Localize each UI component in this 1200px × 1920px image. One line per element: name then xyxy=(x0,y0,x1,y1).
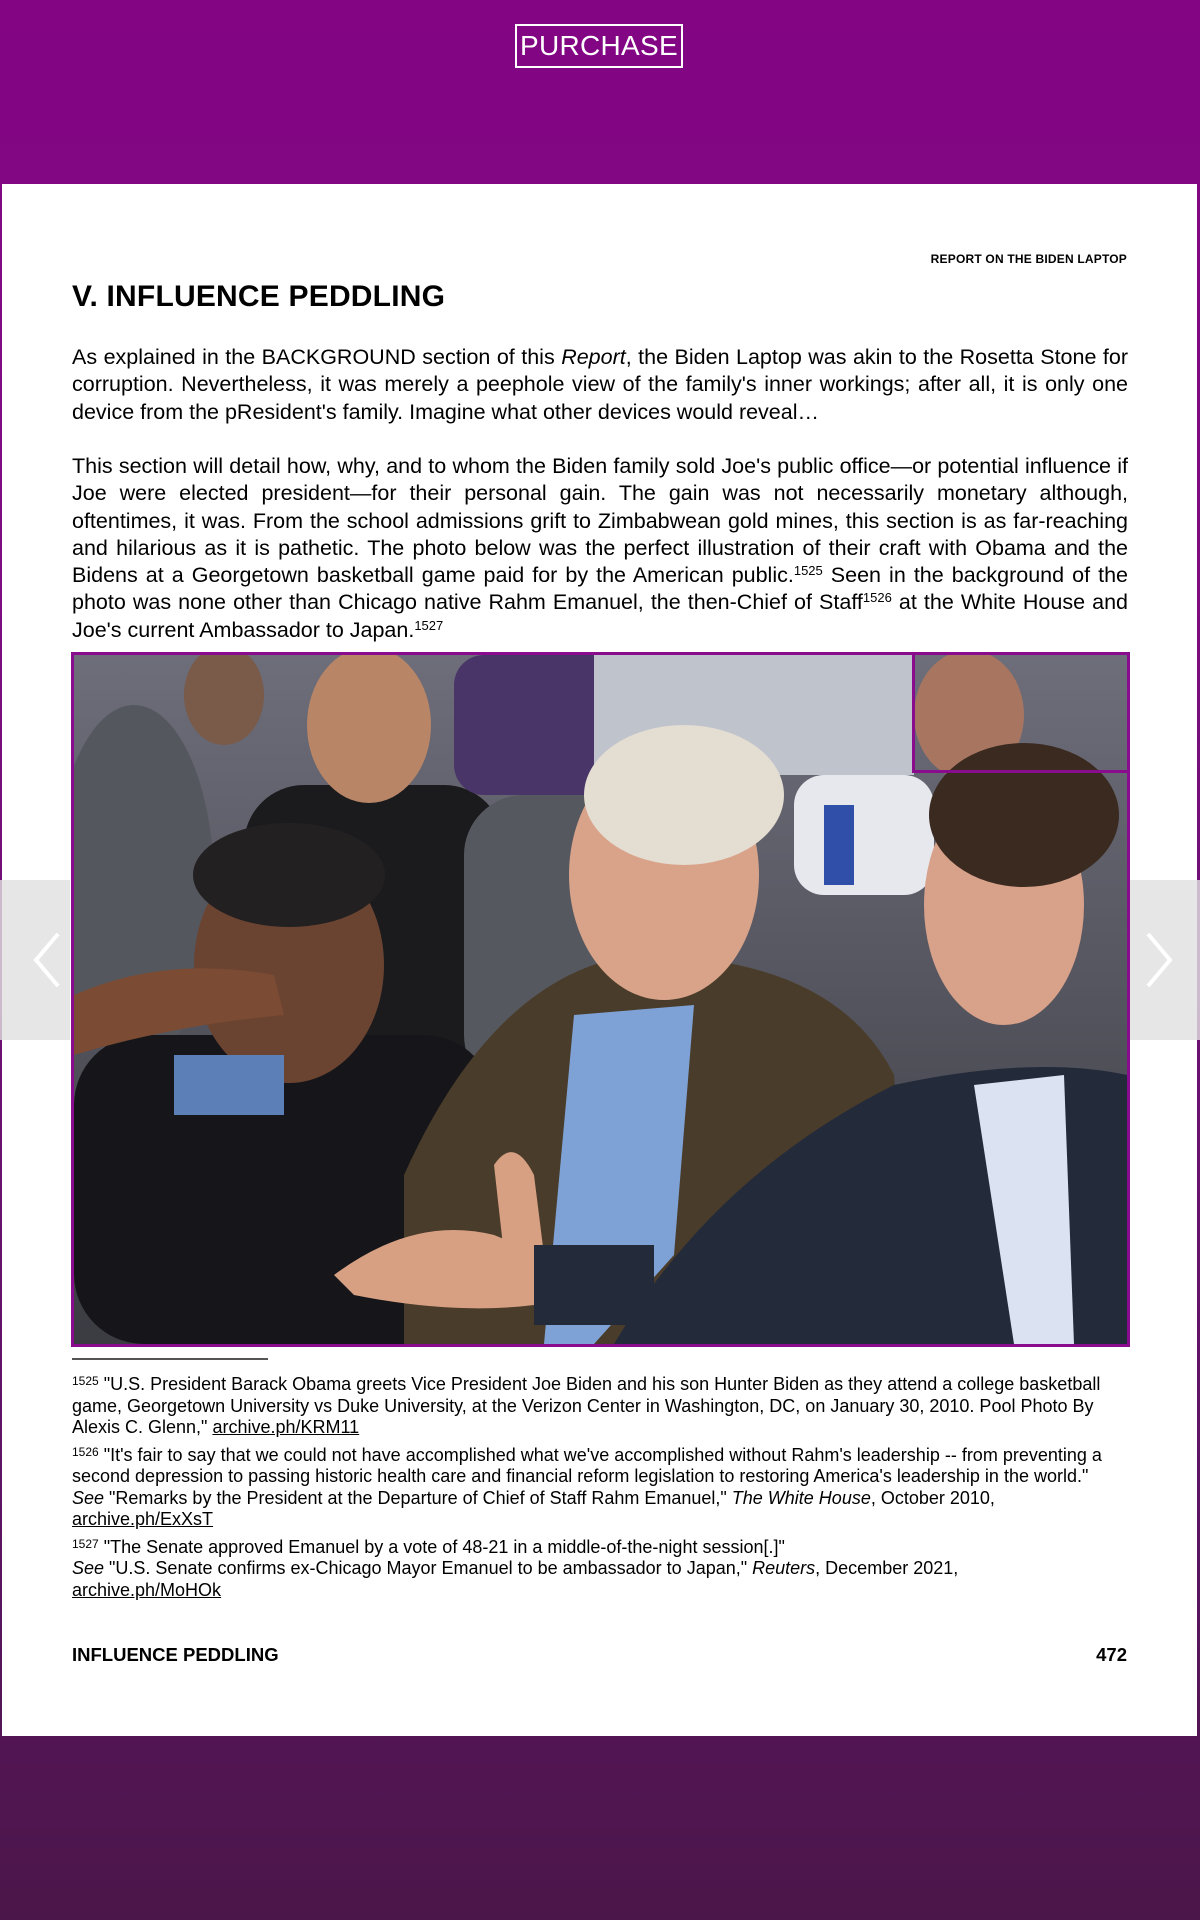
document-page xyxy=(2,184,1197,1736)
next-page-button[interactable] xyxy=(1130,880,1200,1040)
page-number: 472 xyxy=(1096,1644,1127,1665)
footnote-number: 1527 xyxy=(72,1536,99,1551)
footnote-source: "U.S. Senate confirms ex-Chicago Mayor Emanuel to be ambassador to Japan," xyxy=(104,1558,753,1578)
paragraph-1-text-b: , the Biden Laptop was akin to the Rosetta Stone for corruption. Nevertheless, it was merely a peephole view of the family's inner workings; after all, it is only one device from the pResident's family. Imagine what other devices would reveal… xyxy=(72,345,1128,424)
footnote-link-exxst[interactable]: archive.ph/ExXsT xyxy=(72,1509,214,1529)
footnote-link-mohok[interactable]: archive.ph/MoHOk xyxy=(72,1579,222,1600)
footnotes xyxy=(72,1374,1132,1607)
body-paragraph-1 xyxy=(72,344,1128,426)
footnote-date: , December 2021, xyxy=(815,1558,959,1578)
footnote-1527 xyxy=(72,1537,1132,1602)
body-paragraph-2 xyxy=(72,453,1128,644)
chapter-title: V. INFLUENCE PEDDLING xyxy=(72,280,446,313)
footnote-ref-1527[interactable]: 1527 xyxy=(414,617,444,633)
purchase-button[interactable]: PURCHASE xyxy=(515,24,683,68)
paragraph-2-text-a: This section will detail how, why, and to whom the Biden family sold Joe's public office—or potential influence if Joe were elected president—for their personal gain. The gain was not necessarily monetary although, oftentimes, it was. From the school admissions grift to Zimbabwean gold mines, this section is as far-reaching and hilarious as it is pathetic. The photo below was the perfect illustration of their craft with Obama and the Bidens at a Georgetown basketball game paid for by the American public. xyxy=(72,454,1128,588)
footnote-publication: Reuters xyxy=(752,1558,816,1578)
previous-page-button[interactable] xyxy=(0,880,70,1040)
footnote-source: "Remarks by the President at the Departure of Chief of Staff Rahm Emanuel," xyxy=(104,1487,732,1508)
footnote-quote: "It's fair to say that we could not have accomplished what we've accomplished without Rahm's leadership -- from preventing a second depression to passing historic health care and financial reform legislation to restoring America's leadership in the world." xyxy=(72,1444,1102,1486)
footnote-publication: The White House xyxy=(731,1487,871,1508)
footnote-text: "U.S. President Barack Obama greets Vice President Joe Biden and his son Hunter Biden as they attend a college basketball game, Georgetown University vs Duke University, at the Verizon Center in Washington, DC, on January 30, 2010. Pool Photo By Alexis C. Glenn," xyxy=(72,1374,1101,1437)
footnote-see: See xyxy=(72,1558,105,1578)
footnote-number: 1526 xyxy=(72,1444,99,1459)
paragraph-2-text-b: Seen in the background of the photo was none other than Chicago native Rahm Emanuel, the then-Chief of Staff xyxy=(72,563,1128,615)
chevron-right-icon xyxy=(1144,930,1174,990)
running-head: REPORT ON THE BIDEN LAPTOP xyxy=(930,252,1127,266)
footnote-ref-1525[interactable]: 1525 xyxy=(793,563,823,579)
footnote-ref-1526[interactable]: 1526 xyxy=(862,590,892,606)
paragraph-1-italic: Report xyxy=(561,345,626,369)
footnote-number: 1525 xyxy=(72,1374,99,1388)
footnote-date: , October 2010, xyxy=(870,1487,995,1508)
basketball-game-photo xyxy=(71,652,1130,1347)
footer-section-title: INFLUENCE PEDDLING xyxy=(72,1644,279,1665)
footnote-1525 xyxy=(72,1374,1132,1439)
paragraph-1-text-a: As explained in the BACKGROUND section of this xyxy=(72,345,562,369)
chevron-left-icon xyxy=(32,930,62,990)
footnote-1526 xyxy=(72,1445,1132,1531)
paragraph-2-text-c: at the White House and Joe's current Ambassador to Japan. xyxy=(72,590,1128,642)
footnote-see: See xyxy=(72,1487,105,1508)
highlight-inset-box xyxy=(912,655,1127,773)
footnote-quote: "The Senate approved Emanuel by a vote of 48-21 in a middle-of-the-night session[.]" xyxy=(98,1536,785,1557)
footnote-link-krm11[interactable]: archive.ph/KRM11 xyxy=(212,1417,360,1437)
footnote-divider xyxy=(72,1358,268,1360)
